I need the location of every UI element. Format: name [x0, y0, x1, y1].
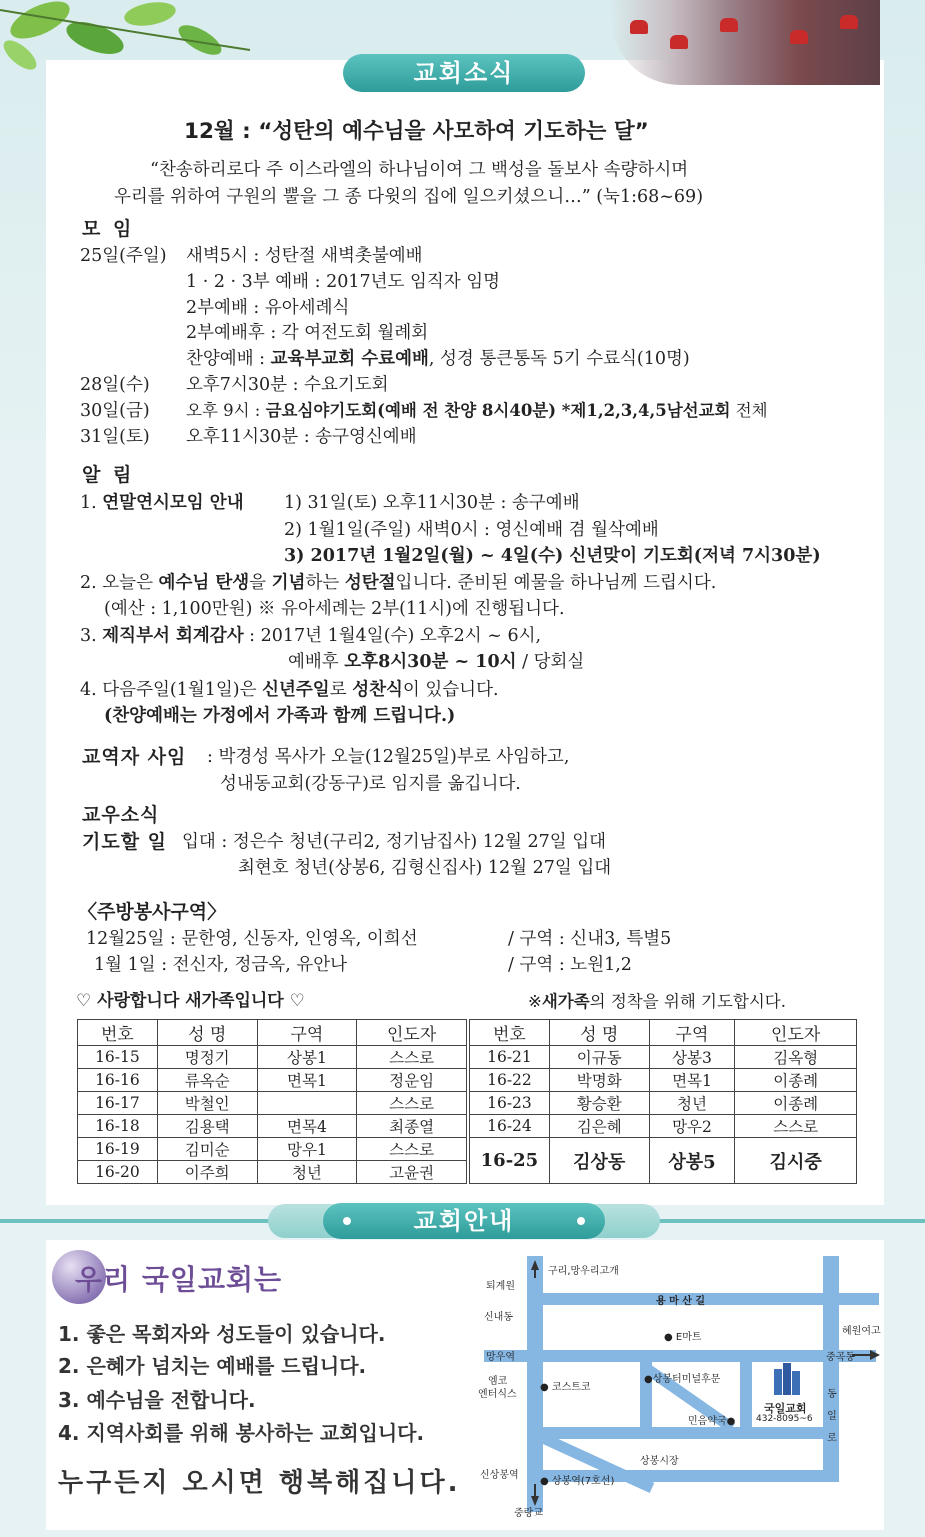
map-label: ● 코스트코	[540, 1382, 591, 1393]
notice-4-line2: (찬양예배는 가정에서 가족과 함께 드립니다.)	[104, 706, 456, 726]
pastor-label: 교역자 사임	[82, 746, 187, 768]
santa-hat-icon	[790, 30, 808, 44]
meeting-text: 오후11시30분 : 송구영신예배	[186, 427, 417, 447]
map-label: 구리,망우리고개	[548, 1266, 619, 1277]
meeting-text-part: , 성경 통큰통독 5기 수료식(10명)	[428, 349, 690, 369]
cell: 상봉3	[649, 1046, 735, 1069]
santa-hat-icon	[840, 15, 858, 29]
note-text: 의 정착을 위해 기도합시다.	[589, 992, 786, 1011]
meeting-text-part: 찬양예배 :	[186, 349, 271, 369]
notice-text: 이 있습니다.	[402, 680, 499, 700]
cell: 박명화	[549, 1069, 649, 1092]
cell: 16-15	[78, 1046, 158, 1069]
kitchen-row-area: / 구역 : 신내3, 특별5	[508, 929, 672, 949]
table-row	[78, 1138, 467, 1161]
choir-photo	[610, 0, 880, 85]
cell: 16-22	[470, 1069, 550, 1092]
notice-1-item: 3) 2017년 1월2일(월) ~ 4일(수) 신년맞이 기도회(저녁 7시30분)	[284, 546, 821, 566]
notice-bold: 제직부서 회계감사	[102, 626, 244, 646]
cell: 스스로	[357, 1138, 467, 1161]
map-label: 엠코	[488, 1376, 508, 1387]
cell: 상봉1	[257, 1046, 357, 1069]
table-row	[78, 1046, 467, 1069]
notice-3	[80, 624, 541, 648]
meeting-text: 2부예배 : 유아세례식	[186, 298, 350, 318]
notice-title: 연말연시모임 안내	[102, 493, 244, 513]
section-title-news: 교회소식	[343, 54, 585, 92]
notice-text: 3.	[80, 626, 103, 646]
cell: 박철인	[157, 1092, 257, 1115]
prayer-line-1: 입대 : 정은수 청년(구리2, 정기남집사) 12월 27일 입대	[182, 832, 607, 852]
cell: 망우1	[257, 1138, 357, 1161]
santa-hat-icon	[630, 20, 648, 34]
meeting-text	[186, 399, 768, 423]
notice-text: 하는	[305, 573, 345, 593]
notice-text: : 2017년 1월4일(수) 오후2시 ~ 6시,	[243, 626, 542, 646]
cell: 이종례	[735, 1092, 857, 1115]
notice-1-item: 2) 1월1일(주일) 새벽0시 : 영신예배 겸 월삭예배	[284, 520, 659, 540]
notice-bold: 기념	[271, 573, 306, 593]
cell: 16-16	[78, 1069, 158, 1092]
meeting-date: 31일(토)	[80, 427, 150, 447]
table-row	[470, 1115, 857, 1138]
notice-1-item: 1) 31일(토) 오후11시30분 : 송구예배	[284, 493, 580, 513]
notice-bold: 성탄절	[344, 573, 396, 593]
meeting-text-part: 전체	[730, 401, 768, 420]
map-label: 중랑교	[514, 1508, 543, 1519]
note-mark: ※	[528, 992, 542, 1011]
meeting-text	[186, 347, 690, 371]
notice-4	[80, 678, 499, 702]
meeting-text: 새벽5시 : 성탄절 새벽촛불예배	[186, 246, 423, 266]
map-church-name: 국일교회	[764, 1402, 807, 1415]
pastor-line-2: 성내동교회(강동구)로 임지를 옮깁니다.	[220, 774, 521, 794]
col-header: 번호	[470, 1020, 550, 1046]
cell: 16-25	[470, 1138, 550, 1184]
map-label: 민음약국●	[688, 1416, 736, 1427]
map-label: 혜원여고	[842, 1326, 881, 1337]
section-title-church-info: 교회안내	[323, 1203, 605, 1239]
verse-line-2: 우리를 위하여 구원의 뿔을 그 종 다윗의 집에 일으키셨으니…” (눅1:68~69)	[114, 187, 704, 207]
church-building-icon	[772, 1361, 802, 1397]
cell: 16-17	[78, 1092, 158, 1115]
new-family-heading: ♡ 사랑합니다 새가족입니다 ♡	[76, 991, 305, 1011]
new-family-note	[528, 990, 786, 1014]
cell: 김용택	[157, 1115, 257, 1138]
table-row	[470, 1069, 857, 1092]
notice-bold: 신년주일	[262, 680, 330, 700]
prayer-line-2: 최현호 청년(상봉6, 김형신집사) 12월 27일 입대	[238, 858, 612, 878]
cell: 16-21	[470, 1046, 550, 1069]
map-label: 망우역	[486, 1352, 515, 1363]
map-label: ● E마트	[664, 1332, 702, 1343]
col-header: 구역	[649, 1020, 735, 1046]
notice-2	[80, 571, 716, 595]
map-label: ● 상봉역(7호선)	[540, 1476, 615, 1487]
church-info-item: 3. 예수님을 전합니다.	[58, 1388, 256, 1412]
map-label: 상봉시장	[640, 1456, 679, 1467]
table-row	[78, 1092, 467, 1115]
cell: 스스로	[735, 1115, 857, 1138]
cell: 김상동	[549, 1138, 649, 1184]
col-header: 구역	[257, 1020, 357, 1046]
notice-text: / 당회실	[516, 652, 585, 672]
table-row	[78, 1161, 467, 1184]
notice-2-line2: (예산 : 1,100만원) ※ 유아세례는 2부(11시)에 진행됩니다.	[104, 599, 565, 619]
santa-hat-icon	[670, 35, 688, 49]
table-row-highlight	[470, 1138, 857, 1184]
kitchen-row-area: / 구역 : 노원1,2	[508, 955, 632, 975]
meeting-text-part: 오후 9시 :	[186, 401, 266, 420]
cell: 면목1	[257, 1069, 357, 1092]
cell: 김은혜	[549, 1115, 649, 1138]
notices-heading: 알 림	[82, 464, 135, 486]
pastor-line-1: : 박경성 목사가 오늘(12월25일)부로 사임하고,	[207, 747, 570, 767]
church-info-heading: 우리 국일교회는	[75, 1263, 283, 1296]
notice-number: 1.	[80, 493, 103, 513]
new-family-table-right	[469, 1019, 857, 1184]
cell: 이규동	[549, 1046, 649, 1069]
col-header: 인도자	[357, 1020, 467, 1046]
cell: 류옥순	[157, 1069, 257, 1092]
month-title: 12월 : “성탄의 예수님을 사모하여 기도하는 달”	[184, 119, 649, 144]
cell: 명정기	[157, 1046, 257, 1069]
cell: 황승환	[549, 1092, 649, 1115]
cell: 상봉5	[649, 1138, 735, 1184]
cell: 면목4	[257, 1115, 357, 1138]
map-label: 용 마 산 길	[656, 1296, 706, 1307]
cell: 16-23	[470, 1092, 550, 1115]
notice-bold: 오후8시30분 ~ 10시	[344, 652, 517, 672]
cell: 이주희	[157, 1161, 257, 1184]
meeting-date: 25일(주일)	[80, 246, 167, 266]
pill-dot	[577, 1217, 585, 1225]
map-label: 신상봉역	[480, 1470, 519, 1481]
col-header: 번호	[78, 1020, 158, 1046]
cell: 16-20	[78, 1161, 158, 1184]
santa-hat-icon	[720, 18, 738, 32]
kitchen-row-names: 12월25일 : 문한영, 신동자, 인영옥, 이희선	[86, 929, 418, 949]
notice-bold: 성찬식	[352, 680, 403, 700]
note-bold: 새가족	[541, 992, 590, 1011]
kitchen-heading: 〈주방봉사구역〉	[78, 901, 227, 923]
cell: 정운임	[357, 1069, 467, 1092]
cell: 김시중	[735, 1138, 857, 1184]
table-row	[78, 1069, 467, 1092]
cell: 김미순	[157, 1138, 257, 1161]
cell: 스스로	[357, 1046, 467, 1069]
church-slogan: 누구든지 오시면 행복해집니다.	[58, 1468, 461, 1498]
map-label: 퇴계원	[486, 1281, 515, 1292]
church-info-item: 1. 좋은 목회자와 성도들이 있습니다.	[58, 1322, 386, 1346]
kitchen-row-names: 1월 1일 : 전신자, 정금옥, 유안나	[94, 955, 348, 975]
cell: 면목1	[649, 1069, 735, 1092]
col-header: 인도자	[735, 1020, 857, 1046]
cell: 김옥형	[735, 1046, 857, 1069]
notice-text: 로	[329, 680, 353, 700]
cell: 최종열	[357, 1115, 467, 1138]
table-row	[470, 1092, 857, 1115]
notice-text: 을	[249, 573, 272, 593]
map-label: ●상봉터미널후문	[644, 1374, 721, 1385]
cell: 청년	[257, 1161, 357, 1184]
map-church-phone: 432-8095~6	[756, 1414, 813, 1424]
cell: 고윤권	[357, 1161, 467, 1184]
prayer-label: 기도할 일	[82, 831, 168, 853]
meeting-date: 30일(금)	[80, 401, 150, 421]
notice-text: 입니다. 준비된 예물을 하나님께 드립시다.	[395, 573, 717, 593]
new-family-table-left	[77, 1019, 467, 1184]
notice-1	[80, 491, 244, 515]
meeting-text: 오후7시30분 : 수요기도회	[186, 375, 389, 395]
meeting-text-bold: *제1,2,3,4,5남선교회	[556, 401, 731, 420]
notice-text: 예배후	[288, 652, 345, 672]
notice-text: 2. 오늘은	[80, 573, 159, 593]
notice-3-line2	[288, 650, 584, 674]
cell: 이종례	[735, 1069, 857, 1092]
church-info-item: 4. 지역사회를 위해 봉사하는 교회입니다.	[58, 1421, 425, 1445]
meeting-text: 1 · 2 · 3부 예배 : 2017년도 임직자 임명	[186, 272, 501, 292]
notice-bold: 예수님 탄생	[158, 573, 250, 593]
cell: 청년	[649, 1092, 735, 1115]
notice-text: 4. 다음주일(1월1일)은	[80, 680, 263, 700]
map-label: 중곡동	[826, 1352, 855, 1363]
col-header: 성 명	[549, 1020, 649, 1046]
table-row	[470, 1046, 857, 1069]
member-news-heading: 교우소식	[82, 804, 160, 826]
map-label-vertical: 동일로	[827, 1389, 837, 1444]
cell: 16-18	[78, 1115, 158, 1138]
cell	[257, 1092, 357, 1115]
table-row	[78, 1115, 467, 1138]
meeting-date: 28일(수)	[80, 375, 150, 395]
col-header: 성 명	[157, 1020, 257, 1046]
map-label: 신내동	[484, 1312, 513, 1323]
verse-line-1: “찬송하리로다 주 이스라엘의 하나님이여 그 백성을 돌보사 속량하시며	[150, 160, 689, 180]
cell: 16-24	[470, 1115, 550, 1138]
map-label: 엔터식스	[478, 1389, 517, 1400]
cell: 16-19	[78, 1138, 158, 1161]
meeting-text: 2부예배후 : 각 여전도회 월례회	[186, 323, 429, 343]
meetings-heading: 모 임	[82, 218, 135, 240]
leaves-decoration	[0, 0, 260, 70]
meeting-text-bold: 금요심야기도회(예배 전 찬양 8시40분)	[265, 401, 557, 420]
church-info-item: 2. 은혜가 넘치는 예배를 드립니다.	[58, 1354, 367, 1378]
cell: 망우2	[649, 1115, 735, 1138]
cell: 스스로	[357, 1092, 467, 1115]
meeting-text-bold: 교육부교회 수료예배	[270, 349, 429, 369]
pill-dot	[343, 1217, 351, 1225]
